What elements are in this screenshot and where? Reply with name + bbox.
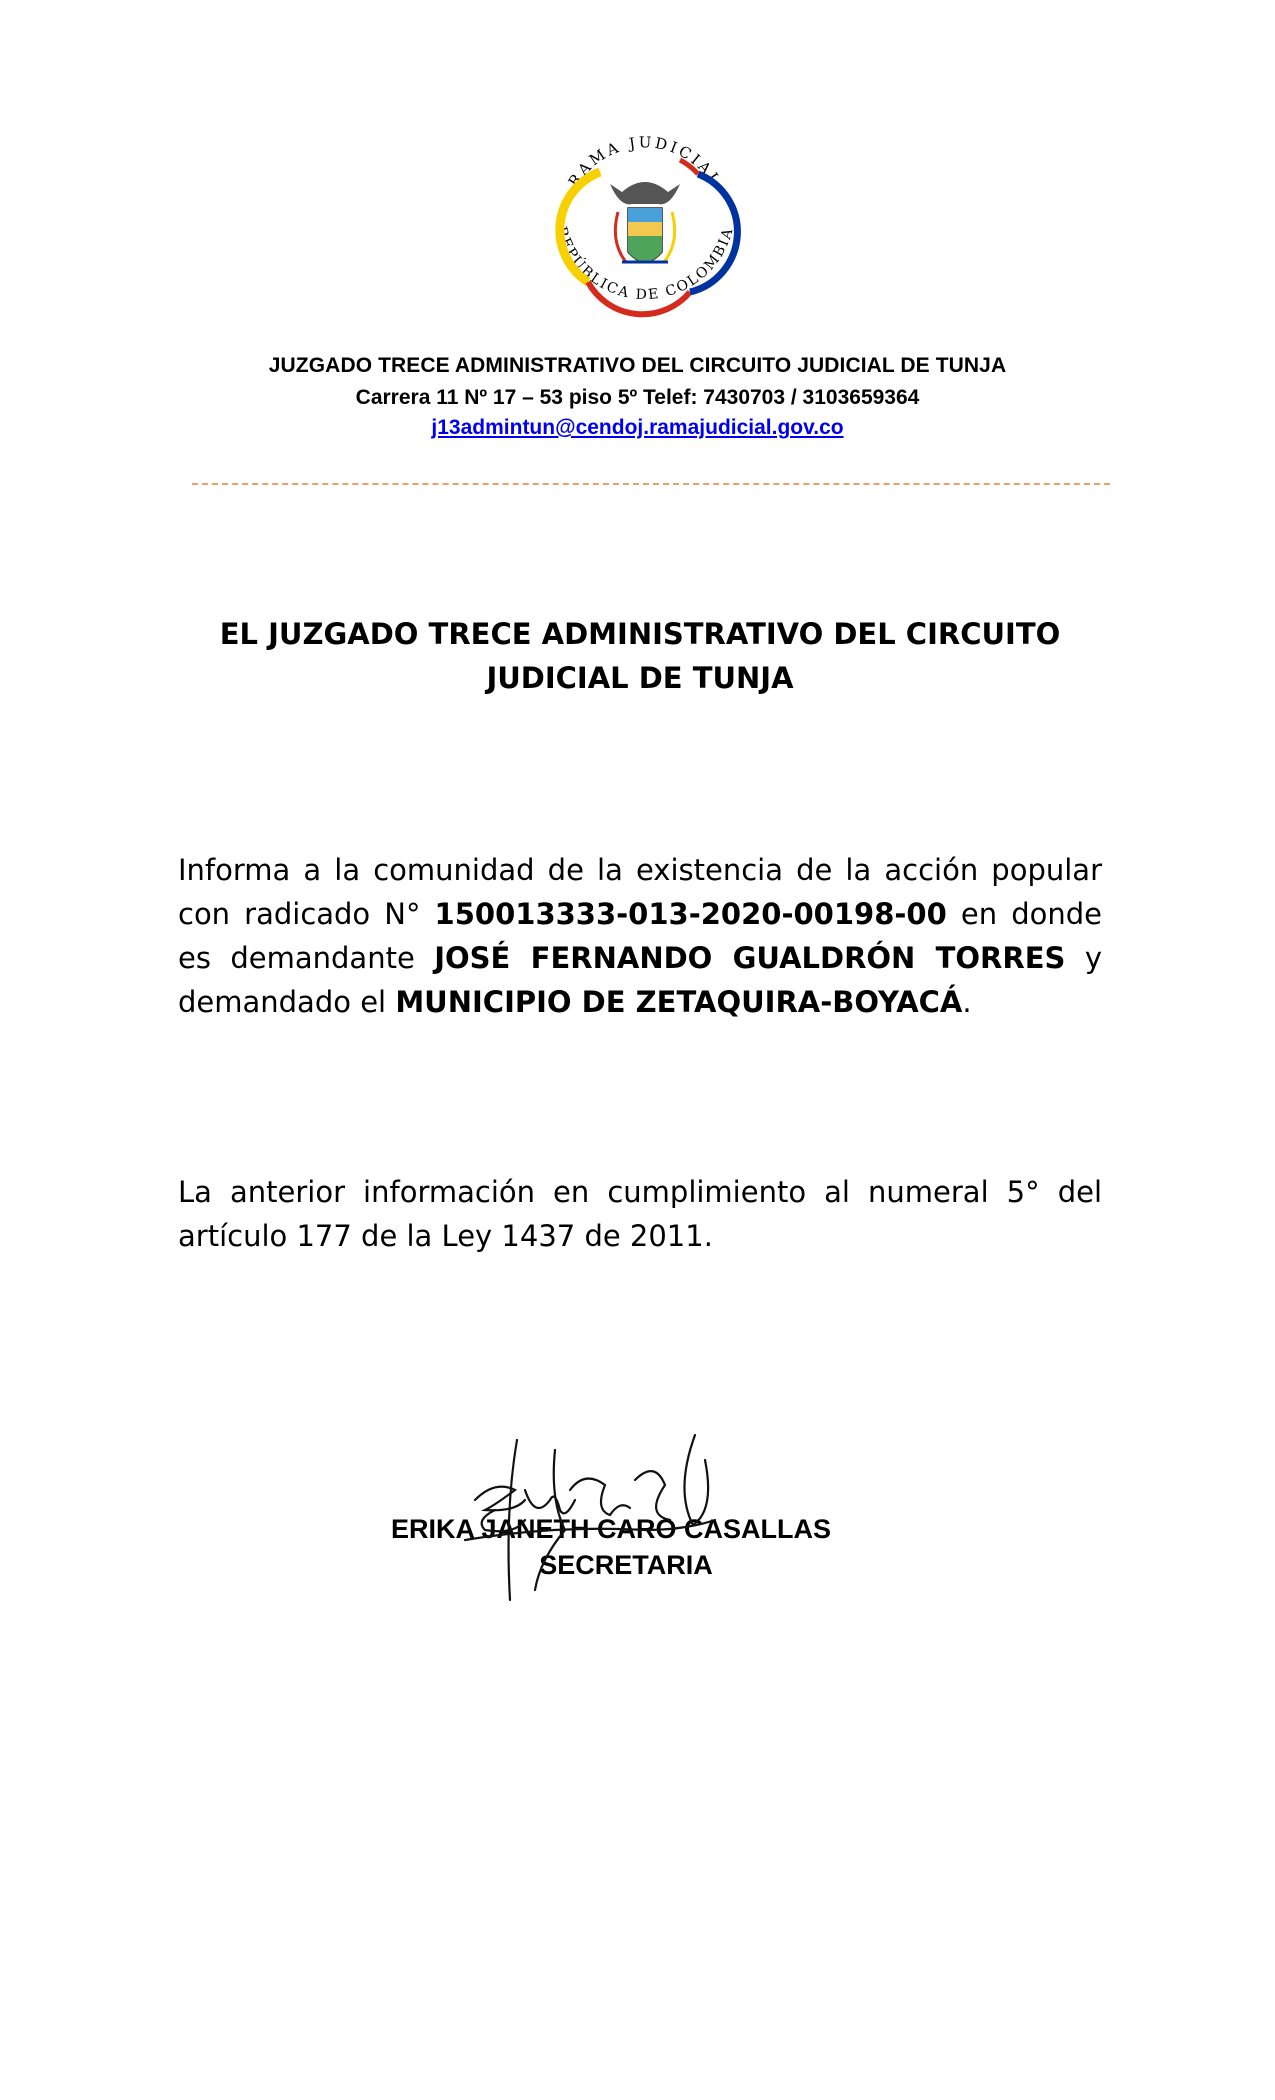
court-email-link[interactable]: j13admintun@cendoj.ramajudicial.gov.co (431, 416, 844, 439)
title-line-1: EL JUZGADO TRECE ADMINISTRATIVO DEL CIRCUITO (219, 617, 1061, 651)
notice-paragraph (178, 848, 1102, 1024)
notice-text-1: Informa a la comunidad de la existencia de la acción popular con radicado N° (178, 853, 1102, 931)
notice-text-2: en donde es demandante (178, 897, 1102, 975)
handwritten-signature (455, 1430, 755, 1610)
header-divider (192, 483, 1110, 485)
coat-of-arms-icon (610, 182, 680, 262)
title-line-2: JUDICIAL DE TUNJA (486, 661, 794, 695)
court-header-name: JUZGADO TRECE ADMINISTRATIVO DEL CIRCUITO JUDICIAL DE TUNJA (268, 354, 1007, 377)
notice-text-4: . (962, 985, 972, 1019)
signatory-role: SECRETARIA (539, 1550, 713, 1580)
seal-bottom-text: REPÚBLICA DE COLOMBIA (553, 224, 737, 304)
notice-text-3: y demandado el (178, 941, 1103, 1019)
seal-top-text: RAMA JUDICIAL (564, 133, 726, 191)
defendant-name: MUNICIPIO DE ZETAQUIRA-BOYACÁ (395, 985, 963, 1019)
legal-basis-paragraph: La anterior información en cumplimiento al numeral 5° del artículo 177 de la Ley 1437 de 2011. (178, 1175, 1102, 1253)
plaintiff-name: JOSÉ FERNANDO GUALDRÓN TORRES (434, 941, 1066, 975)
document-title (160, 612, 1120, 700)
court-header-address: Carrera 11 Nº 17 – 53 piso 5º Telef: 7430703 / 3103659364 (355, 386, 920, 409)
signatory-name: ERIKA JANETH CARO CASALLAS (390, 1514, 831, 1544)
rama-judicial-seal (530, 112, 760, 332)
radicado-number: 150013333-013-2020-00198-00 (434, 897, 947, 931)
